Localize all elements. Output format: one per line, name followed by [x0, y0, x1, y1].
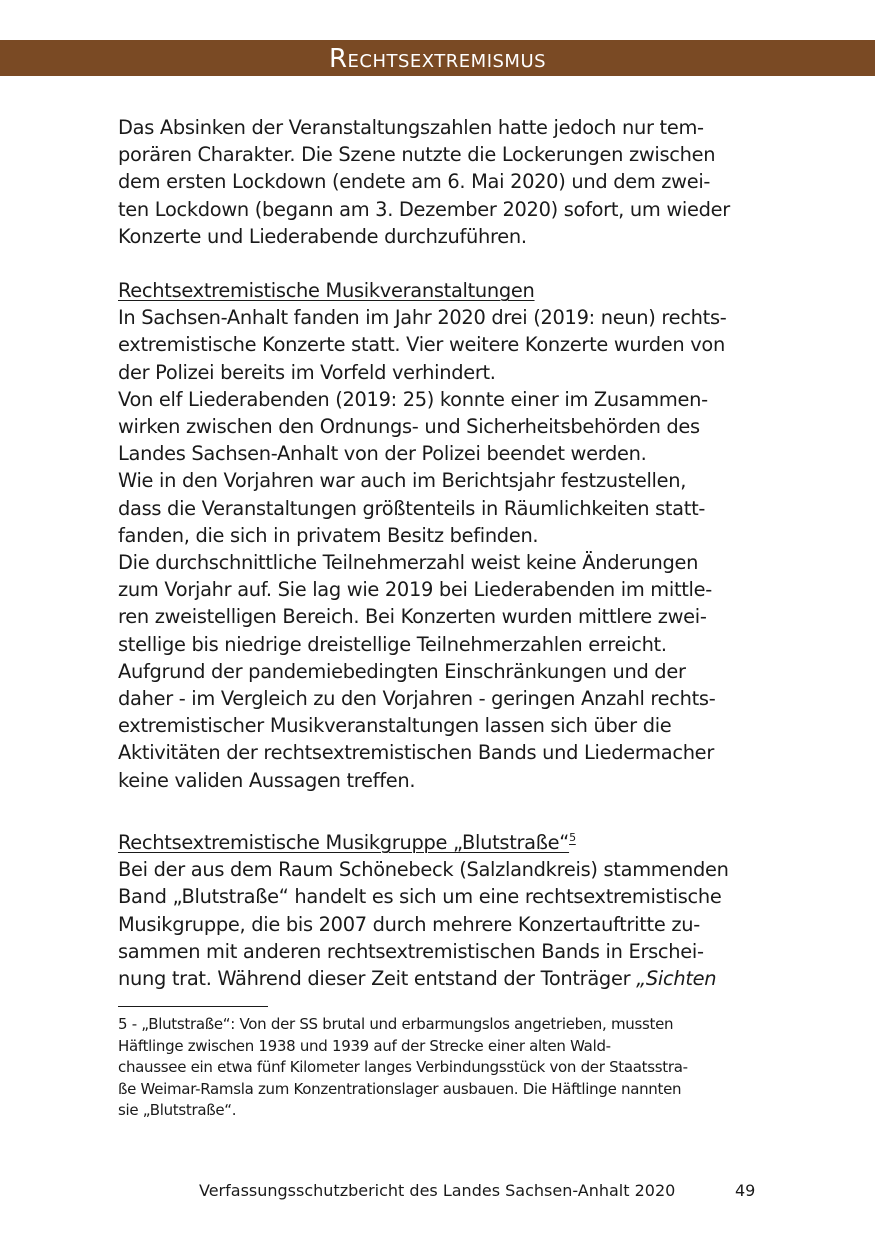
text-line: stellige bis niedrige dreistellige Teilnehmerzahlen erreicht.	[118, 632, 667, 656]
text-line: Aktivitäten der rechtsextremistischen Bands und Liedermacher	[118, 741, 714, 765]
footnote-line: sie „Blutstraße“.	[118, 1101, 237, 1119]
text-line: In Sachsen-Anhalt fanden im Jahr 2020 drei (2019: neun) rechts-	[118, 306, 727, 330]
album-title-fragment: „Sichten	[636, 967, 717, 991]
footnote-divider	[118, 1006, 268, 1007]
footnote	[118, 1014, 758, 1122]
text-line: extremistische Konzerte statt. Vier weitere Konzerte wurden von	[118, 333, 725, 357]
text-line: Wie in den Vorjahren war auch im Berichtsjahr festzustellen,	[118, 469, 687, 493]
footnote-line: 5 - „Blutstraße“: Von der SS brutal und erbarmungslos angetrieben, mussten	[118, 1015, 674, 1033]
text-line: extremistischer Musikveranstaltungen lassen sich über die	[118, 714, 672, 738]
text-line: Band „Blutstraße“ handelt es sich um eine rechtsextremistische	[118, 885, 722, 909]
text-line: Aufgrund der pandemiebedingten Einschränkungen und der	[118, 659, 686, 683]
text-line: Die durchschnittliche Teilnehmerzahl weist keine Änderungen	[118, 551, 699, 575]
text-line: Landes Sachsen-Anhalt von der Polizei beendet werden.	[118, 442, 647, 466]
text-line: nung trat. Während dieser Zeit entstand der Tonträger	[118, 967, 637, 991]
text-line: Bei der aus dem Raum Schönebeck (Salzlandkreis) stammenden	[118, 858, 729, 882]
text-line: zum Vorjahr auf. Sie lag wie 2019 bei Liederabenden im mittle-	[118, 578, 712, 602]
section-music-events	[118, 277, 763, 794]
text-line: der Polizei bereits im Vorfeld verhindert.	[118, 360, 496, 384]
text-line: Konzerte und Liederabende durchzuführen.	[118, 224, 527, 248]
footnote-line: ße Weimar-Ramsla zum Konzentrationslager ausbauen. Die Häftlinge nannten	[118, 1079, 682, 1098]
text-line: dass die Veranstaltungen größtenteils in Räumlichkeiten statt-	[118, 496, 706, 520]
section-blutstrasse	[118, 824, 763, 992]
page-footer-title: Verfassungsschutzbericht des Landes Sachsen-Anhalt 2020	[199, 1181, 676, 1200]
footnote-line: chaussee ein etwa fünf Kilometer langes Verbindungsstück von der Staatsstra-	[118, 1058, 688, 1076]
text-line: fanden, die sich in privatem Besitz befinden.	[118, 523, 539, 547]
text-line: Das Absinken der Veranstaltungszahlen hatte jedoch nur tem-	[118, 116, 704, 139]
page-number: 49	[735, 1181, 756, 1200]
section-heading: Rechtsextremistische Musikveranstaltungen	[118, 279, 535, 302]
text-line: keine validen Aussagen treffen.	[118, 768, 416, 792]
text-line: porären Charakter. Die Szene nutzte die Lockerungen zwischen	[118, 143, 716, 167]
footnote-reference-link[interactable]: 5	[569, 831, 576, 844]
text-line: ten Lockdown (begann am 3. Dezember 2020) sofort, um wieder	[118, 197, 730, 221]
footnote-line: Häftlinge zwischen 1938 und 1939 auf der Strecke einer alten Wald-	[118, 1036, 611, 1055]
text-line: Von elf Liederabenden (2019: 25) konnte einer im Zusammen-	[118, 387, 708, 411]
text-line: daher - im Vergleich zu den Vorjahren - geringen Anzahl rechts-	[118, 687, 716, 711]
section-title: Rechtsextremismus	[328, 44, 547, 74]
text-line: wirken zwischen den Ordnungs- und Sicherheitsbehörden des	[118, 415, 700, 439]
text-line: sammen mit anderen rechtsextremistischen Bands in Erschei-	[118, 939, 704, 963]
intro-paragraph	[118, 114, 763, 250]
text-line: Musikgruppe, die bis 2007 durch mehrere Konzertauftritte zu-	[118, 912, 700, 936]
text-line: dem ersten Lockdown (endete am 6. Mai 2020) und dem zwei-	[118, 170, 711, 194]
section-heading: Rechtsextremistische Musikgruppe „Blutstraße“	[118, 831, 570, 854]
text-line: ren zweistelligen Bereich. Bei Konzerten wurden mittlere zwei-	[118, 605, 707, 629]
